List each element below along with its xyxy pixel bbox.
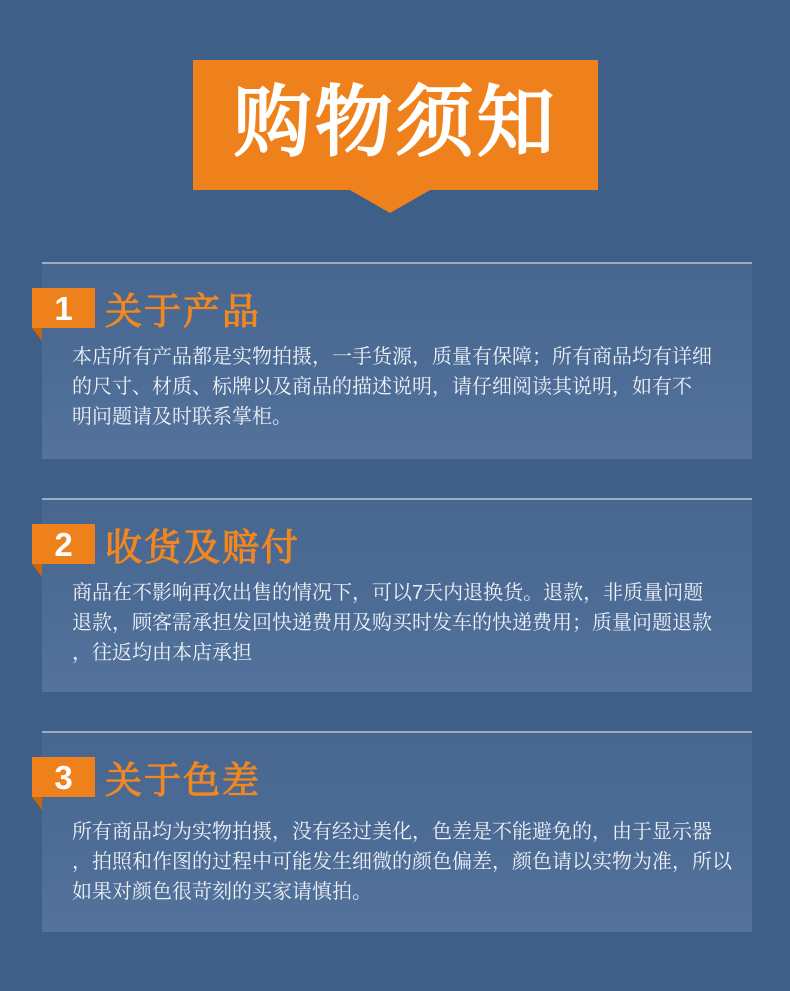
section-number-tab xyxy=(32,288,95,328)
body-line: 退款，顾客需承担发回快递费用及购买时发车的快递费用；质量问题退款 xyxy=(72,612,712,634)
section-panel-about-product xyxy=(42,262,752,459)
body-line: 所有商品均为实物拍摄，没有经过美化，色差是不能避免的，由于显示器 xyxy=(72,821,712,843)
page-title: 购物须知 xyxy=(233,78,558,166)
section-number: 2 xyxy=(54,525,73,563)
tab-fold-shape xyxy=(32,328,42,341)
notice-header-banner xyxy=(193,60,598,190)
body-line: 如果对颜色很苛刻的买家请慎拍。 xyxy=(72,881,372,903)
body-line: 的尺寸、材质、标牌以及商品的描述说明，请仔细阅读其说明，如有不 xyxy=(72,376,692,398)
section-title: 关于色差 xyxy=(105,760,261,801)
section-title: 关于产品 xyxy=(105,291,261,332)
section-number: 3 xyxy=(54,758,73,796)
body-line: 明问题请及时联系掌柜。 xyxy=(72,406,292,428)
section-body xyxy=(72,342,722,432)
banner-pointer-shape xyxy=(348,189,432,213)
section-number-tab xyxy=(32,524,95,564)
body-line: ，往返均由本店承担 xyxy=(72,642,252,664)
section-panel-color-difference xyxy=(42,731,752,932)
body-line: 本店所有产品都是实物拍摄，一手货源，质量有保障；所有商品均有详细 xyxy=(72,346,712,368)
section-number: 1 xyxy=(54,289,73,327)
section-title: 收货及赔付 xyxy=(105,527,300,568)
body-line: 商品在不影响再次出售的情况下，可以7天内退换货。退款，非质量问题 xyxy=(72,582,704,604)
body-line: ，拍照和作图的过程中可能发生细微的颜色偏差，颜色请以实物为准，所以 xyxy=(72,851,732,873)
tab-fold-shape xyxy=(32,797,42,810)
section-panel-receiving-compensation xyxy=(42,498,752,692)
section-number-tab xyxy=(32,757,95,797)
tab-fold-shape xyxy=(32,564,42,577)
section-body xyxy=(72,578,722,668)
section-body xyxy=(72,817,732,907)
